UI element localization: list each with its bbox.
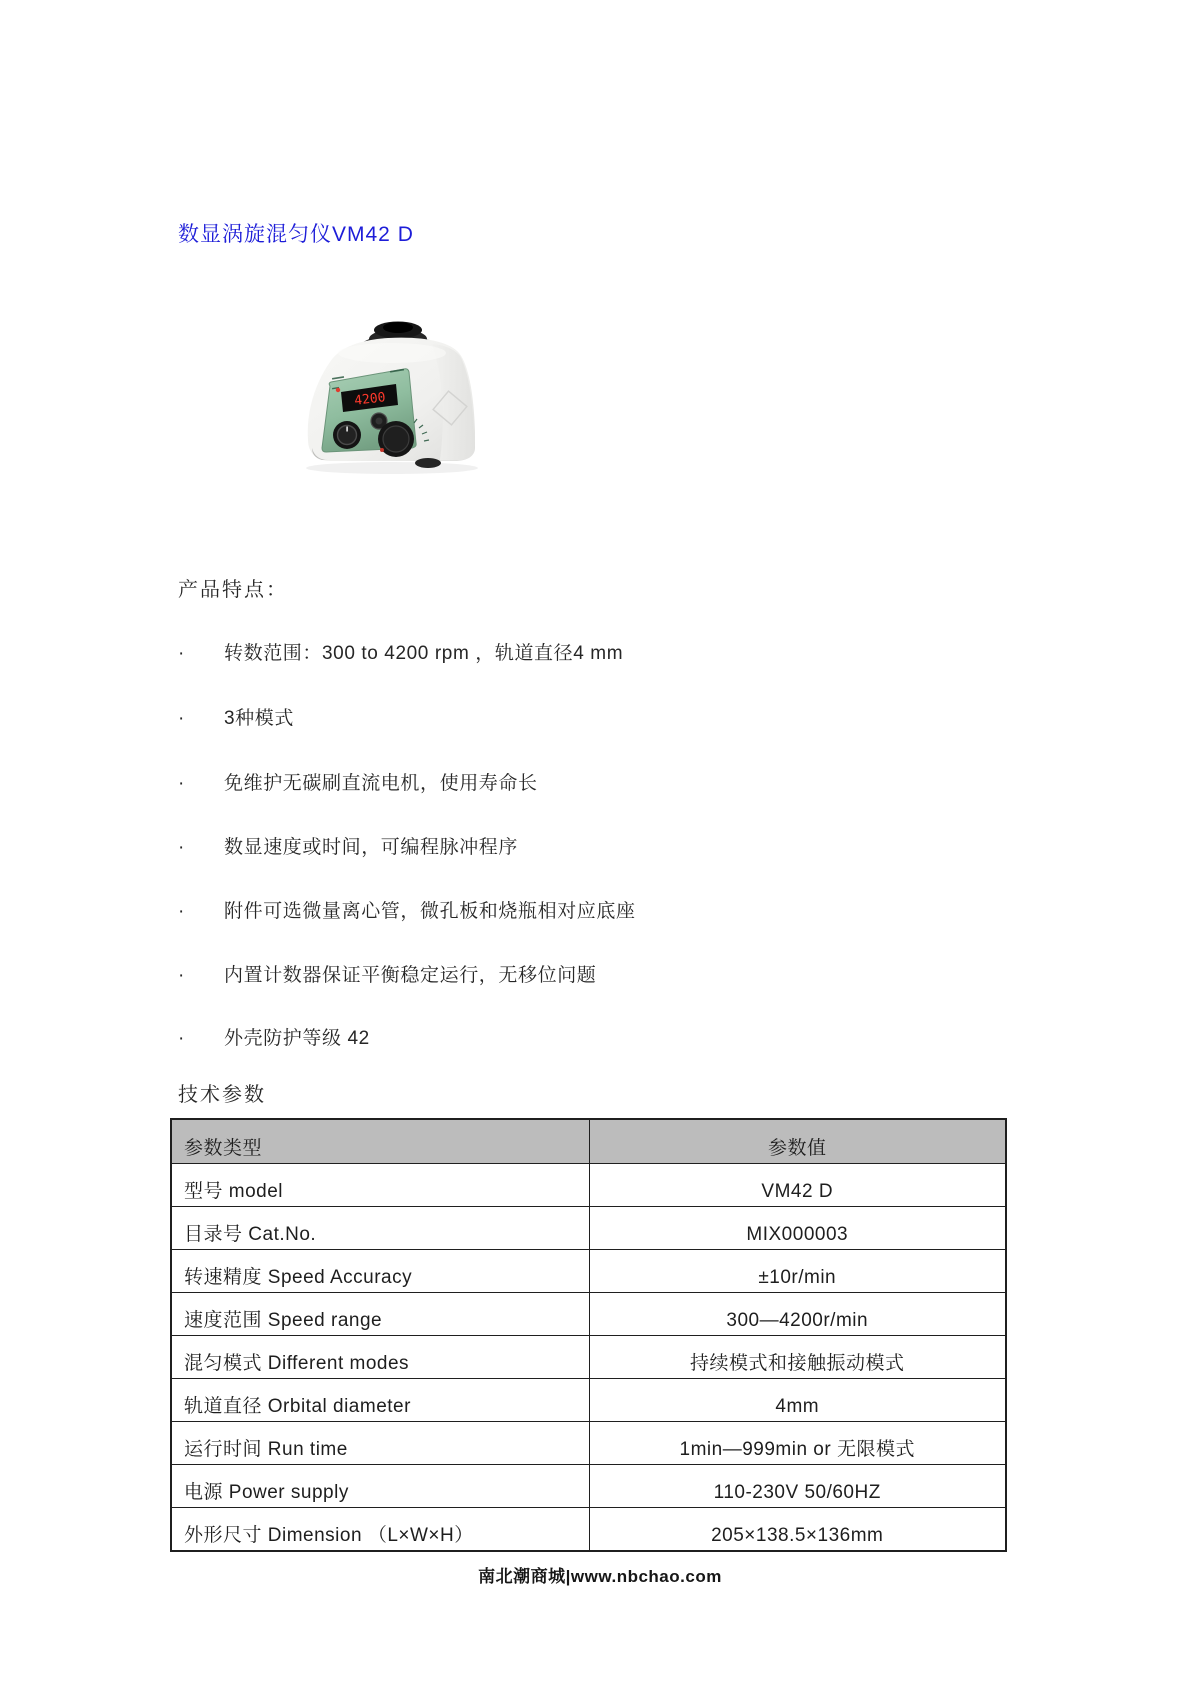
header-param-value: 参数值: [589, 1119, 1006, 1164]
table-header-row: [171, 1119, 1006, 1164]
param-name: 型号 model: [171, 1164, 589, 1207]
param-value: 205×138.5×136mm: [589, 1508, 1006, 1552]
param-name: 运行时间 Run time: [171, 1422, 589, 1465]
display-value: 4200: [353, 390, 387, 409]
feature-item: [178, 768, 538, 795]
bullet-dot: ·: [178, 708, 185, 729]
param-value: 300—4200r/min: [589, 1293, 1006, 1336]
param-value: ±10r/min: [589, 1250, 1006, 1293]
feature-item: [178, 960, 596, 987]
specs-table: [170, 1118, 1007, 1552]
page-title: 数显涡旋混匀仪VM42 D: [178, 223, 414, 246]
table-row: [171, 1465, 1006, 1508]
feature-text: 外壳防护等级 42: [224, 1028, 370, 1049]
feature-text: 数显速度或时间，可编程脉冲程序: [224, 837, 519, 858]
table-row: [171, 1422, 1006, 1465]
param-value: MIX000003: [589, 1207, 1006, 1250]
param-value: 4mm: [589, 1379, 1006, 1422]
param-name: 电源 Power supply: [171, 1465, 589, 1508]
param-name: 混匀模式 Different modes: [171, 1336, 589, 1379]
param-value: 110-230V 50/60HZ: [589, 1465, 1006, 1508]
feature-text: 3种模式: [224, 708, 294, 729]
table-row: [171, 1293, 1006, 1336]
param-name: 轨道直径 Orbital diameter: [171, 1379, 589, 1422]
table-row: [171, 1336, 1006, 1379]
device-shadow: [306, 462, 478, 474]
feature-text: 转数范围：300 to 4200 rpm ，轨道直径4 mm: [224, 643, 624, 664]
param-name: 目录号 Cat.No.: [171, 1207, 589, 1250]
feature-text: 免维护无碳刷直流电机，使用寿命长: [224, 773, 538, 794]
device-top-highlight: [338, 343, 446, 363]
timer-knob: [333, 421, 361, 449]
table-row: [171, 1164, 1006, 1207]
bullet-dot: ·: [178, 901, 185, 922]
param-name: 外形尺寸 Dimension （L×W×H）: [171, 1508, 589, 1552]
header-param-type: 参数类型: [171, 1119, 589, 1164]
bullet-dot: ·: [178, 965, 185, 986]
product-image: [292, 292, 488, 478]
table-row: [171, 1508, 1006, 1552]
bullet-dot: ·: [178, 837, 185, 858]
device-foot: [415, 458, 441, 468]
param-value: 持续模式和接触振动模式: [589, 1336, 1006, 1379]
features-heading: 产品特点：: [178, 579, 288, 601]
param-value: VM42 D: [589, 1164, 1006, 1207]
param-value: 1min—999min or 无限模式: [589, 1422, 1006, 1465]
feature-text: 内置计数器保证平衡稳定运行，无移位问题: [224, 965, 597, 986]
feature-item: [178, 896, 636, 923]
feature-item: [178, 1023, 370, 1050]
feature-text: 附件可选微量离心管，微孔板和烧瓶相对应底座: [224, 901, 636, 922]
param-name: 转速精度 Speed Accuracy: [171, 1250, 589, 1293]
status-led: [336, 388, 340, 392]
table-row: [171, 1207, 1006, 1250]
specs-heading: 技术参数: [178, 1084, 266, 1106]
page-footer: 南北潮商城|www.nbchao.com: [478, 1567, 722, 1586]
bullet-dot: ·: [178, 1028, 185, 1049]
table-row: [171, 1250, 1006, 1293]
param-name: 速度范围 Speed range: [171, 1293, 589, 1336]
bullet-dot: ·: [178, 643, 185, 664]
feature-item: [178, 703, 294, 730]
bullet-dot: ·: [178, 773, 185, 794]
feature-item: [178, 638, 623, 665]
table-row: [171, 1379, 1006, 1422]
feature-item: [178, 832, 518, 859]
